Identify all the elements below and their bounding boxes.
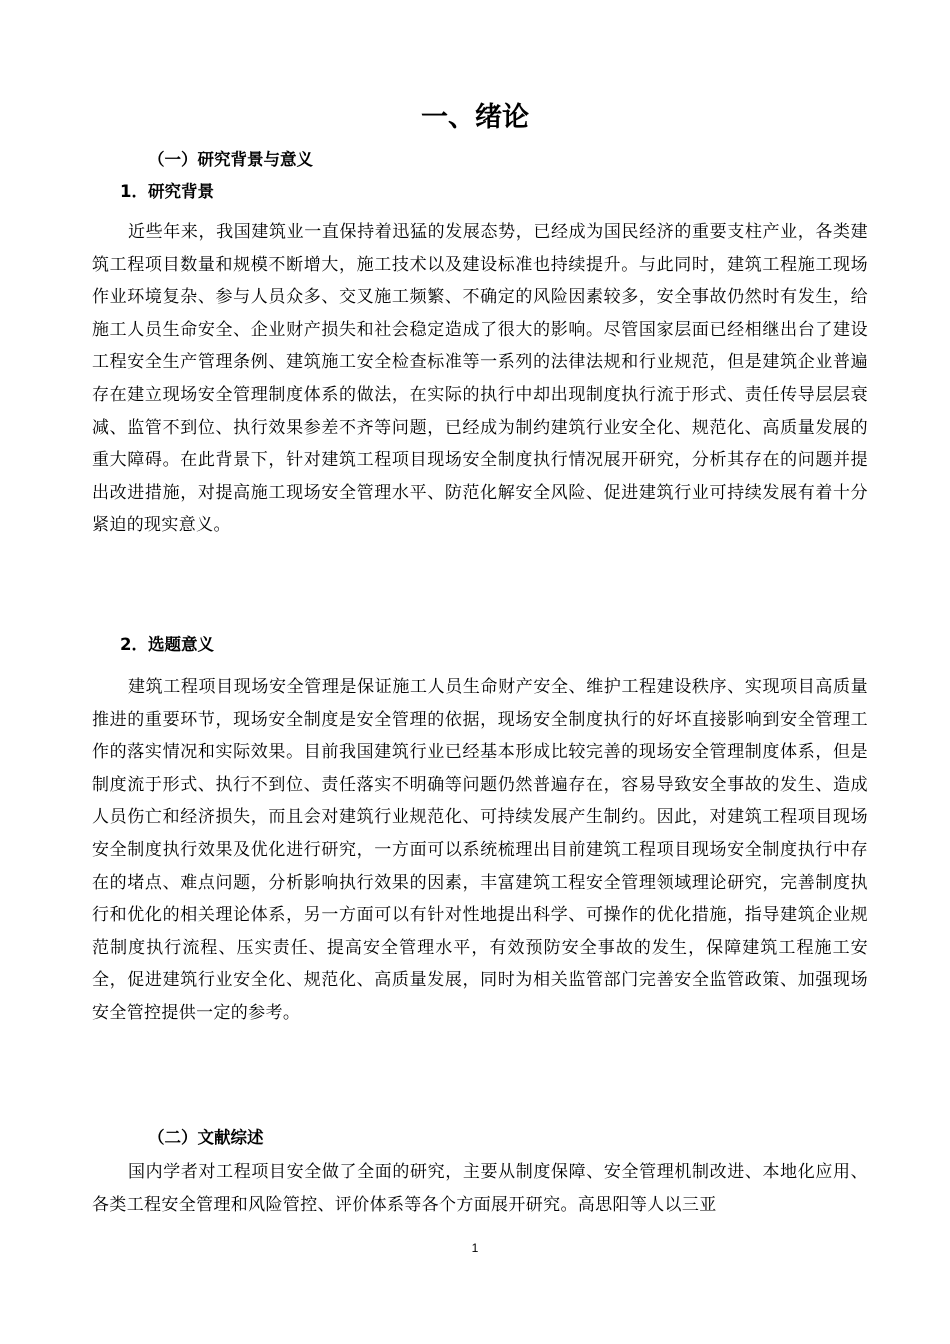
section-heading-background-significance: （一）研究背景与意义 [148, 150, 313, 169]
subsection-heading-research-background: 1．研究背景 [120, 182, 214, 201]
paragraph-research-background: 近些年来，我国建筑业一直保持着迅猛的发展态势，已经成为国民经济的重要支柱产业，各类建筑工程项目数量和规模不断增大，施工技术以及建设标准也持续提升。与此同时，建筑工程施工现场作业环境复杂、参与人员众多、交叉施工频繁、不确定的风险因素较多，安全事故仍然时有发生，给施工人员生命安全、企业财产损失和社会稳定造成了很大的影响。尽管国家层面已经相继出台了建设工程安全生产管理条例、建筑施工安全检查标准等一系列的法律法规和行业规范，但是建筑企业普遍存在建立现场安全管理制度体系的做法，在实际的执行中却出现制度执行流于形式、责任传导层层衰减、监管不到位、执行效果参差不齐等问题，已经成为制约建筑行业安全化、规范化、高质量发展的重大障碍。在此背景下，针对建筑工程项目现场安全制度执行情况展开研究，分析其存在的问题并提出改进措施，对提高施工现场安全管理水平、防范化解安全风险、促进建筑行业可持续发展有着十分紧迫的现实意义。 [92, 222, 868, 536]
paragraph-literature-review: 国内学者对工程项目安全做了全面的研究，主要从制度保障、安全管理机制改进、本地化应用、各类工程安全管理和风险管控、评价体系等各个方面展开研究。高思阳等人以三亚 [92, 1162, 868, 1215]
chapter-title: 一、绪论 [421, 102, 529, 133]
page-number: 1 [471, 1241, 479, 1255]
paragraph-topic-significance: 建筑工程项目现场安全管理是保证施工人员生命财产安全、维护工程建设秩序、实现项目高质量推进的重要环节，现场安全制度是安全管理的依据，现场安全制度执行的好坏直接影响到安全管理工作的落实情况和实际效果。目前我国建筑行业已经基本形成比较完善的现场安全管理制度体系，但是制度流于形式、执行不到位、责任落实不明确等问题仍然普遍存在，容易导致安全事故的发生、造成人员伤亡和经济损失，而且会对建筑行业规范化、可持续发展产生制约。因此，对建筑工程项目现场安全制度执行效果及优化进行研究，一方面可以系统梳理出目前建筑工程项目现场安全制度执行中存在的堵点、难点问题，分析影响执行效果的因素，丰富建筑工程安全管理领域理论研究，完善制度执行和优化的相关理论体系，另一方面可以有针对性地提出科学、可操作的优化措施，指导建筑企业规范制度执行流程、压实责任、提高安全管理水平，有效预防安全事故的发生，保障建筑工程施工安全，促进建筑行业安全化、规范化、高质量发展，同时为相关监管部门完善安全监管政策、加强现场安全管控提供一定的参考。 [92, 677, 868, 1023]
section-heading-literature-review: （二）文献综述 [148, 1128, 264, 1147]
subsection-heading-topic-significance: 2．选题意义 [120, 635, 214, 654]
